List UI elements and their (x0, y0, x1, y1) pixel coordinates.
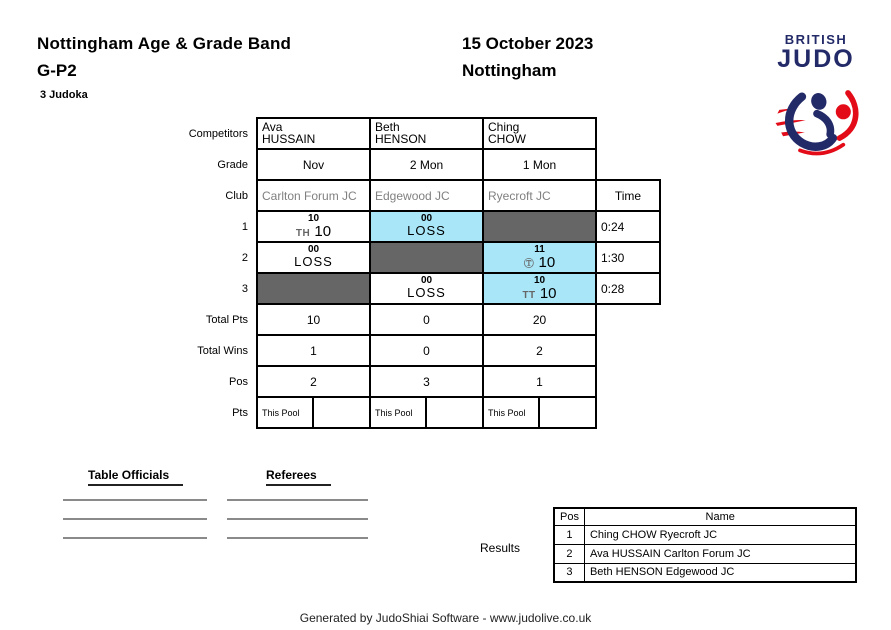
score-value: 10 (539, 285, 557, 302)
table-officials-heading: Table Officials (88, 468, 183, 486)
results-row-2 (554, 544, 856, 563)
this-pool-label: This Pool (484, 398, 540, 427)
total-pts-2: 0 (370, 304, 483, 335)
match2-cell-competitor1 (257, 242, 370, 273)
match-row-1 (145, 211, 660, 242)
match2-cell-competitor3 (483, 242, 596, 273)
competitor-name-3 (483, 118, 596, 149)
total-pts-1: 10 (257, 304, 370, 335)
club-value-3: Ryecroft JC (483, 180, 596, 211)
competitor-last: CHOW (488, 132, 526, 146)
row-label-match-1: 1 (145, 211, 257, 242)
match2-time: 1:30 (596, 242, 660, 273)
result-name: Ching CHOW Ryecroft JC (584, 525, 856, 544)
generator-credit: Generated by JudoShiai Software - www.judolive.co.uk (299, 611, 592, 625)
score-prefix: TH (295, 228, 311, 239)
event-location: Nottingham (462, 61, 557, 80)
judoka-count: 3 Judoka (40, 89, 88, 101)
match2-cell-competitor2-blocked (370, 242, 483, 273)
logo-text-british: BRITISH (784, 32, 848, 47)
referees-signature-line (227, 518, 368, 520)
empty-cell (596, 149, 660, 180)
result-pos: 3 (554, 563, 584, 582)
total-pts-row (145, 304, 660, 335)
match-row-2 (145, 242, 660, 273)
pts-blank (427, 398, 483, 427)
match1-cell-competitor2 (370, 211, 483, 242)
loss-text: LOSS (407, 223, 446, 238)
grade-value-2: 2 Mon (370, 149, 483, 180)
total-pts-3: 20 (483, 304, 596, 335)
match1-cell-competitor3-blocked (483, 211, 596, 242)
results-header-pos: Pos (554, 508, 584, 525)
match3-cell-competitor2 (370, 273, 483, 304)
competitor-name-1 (257, 118, 370, 149)
competitor-first: Ching (488, 120, 520, 134)
competitor-name-2 (370, 118, 483, 149)
results-table (553, 507, 857, 583)
pts-row (145, 397, 660, 428)
empty-cell (596, 335, 660, 366)
competitor-last: HENSON (375, 132, 427, 146)
this-pool-label: This Pool (258, 398, 314, 427)
club-value-1: Carlton Forum JC (257, 180, 370, 211)
row-label-match-3: 3 (145, 273, 257, 304)
results-header-name: Name (584, 508, 856, 525)
result-pos: 2 (554, 544, 584, 563)
score-top: 00 (420, 275, 433, 286)
score-top: 00 (420, 213, 433, 224)
event-date: 15 October 2023 (462, 34, 594, 53)
total-wins-1: 1 (257, 335, 370, 366)
score-top: 11 (534, 244, 545, 255)
total-wins-row (145, 335, 660, 366)
pos-1: 2 (257, 366, 370, 397)
match1-cell-competitor1 (257, 211, 370, 242)
referees-signature-line (227, 537, 368, 539)
referees-signature-line (227, 499, 368, 501)
row-label-pos: Pos (145, 366, 257, 397)
score-prefix: TT (522, 290, 536, 301)
row-label-club: Club (145, 180, 257, 211)
result-name: Beth HENSON Edgewood JC (584, 563, 856, 582)
score-top: 00 (307, 244, 320, 255)
score-value: 10 (314, 223, 332, 240)
row-label-pts: Pts (145, 397, 257, 428)
match-row-3 (145, 273, 660, 304)
competitors-row (145, 118, 660, 149)
total-wins-3: 2 (483, 335, 596, 366)
pts-2 (370, 397, 483, 428)
row-label-competitors: Competitors (145, 118, 257, 149)
judo-figure-icon (773, 76, 859, 156)
officials-signature-line (63, 537, 207, 539)
club-row (145, 180, 660, 211)
result-pos: 1 (554, 525, 584, 544)
logo-text-judo: JUDO (777, 45, 855, 73)
pts-3 (483, 397, 596, 428)
loss-text: LOSS (294, 254, 333, 269)
results-header-row (554, 508, 856, 525)
page-title: Nottingham Age & Grade Band (37, 34, 292, 53)
empty-cell (596, 397, 660, 428)
row-label-total-wins: Total Wins (145, 335, 257, 366)
time-column-header: Time (596, 180, 660, 211)
british-judo-logo (766, 33, 866, 161)
grade-row (145, 149, 660, 180)
results-label: Results (480, 541, 521, 555)
row-label-grade: Grade (145, 149, 257, 180)
officials-signature-line (63, 499, 207, 501)
match1-time: 0:24 (596, 211, 660, 242)
club-value-2: Edgewood JC (370, 180, 483, 211)
pts-blank (314, 398, 370, 427)
referees-heading: Referees (266, 468, 331, 486)
competitor-last: HUSSAIN (262, 132, 316, 146)
category-title: G-P2 (37, 61, 77, 80)
match3-cell-competitor3 (483, 273, 596, 304)
competitor-first: Beth (375, 120, 400, 134)
pts-1 (257, 397, 370, 428)
empty-cell (596, 366, 660, 397)
match3-cell-competitor1-blocked (257, 273, 370, 304)
results-row-3 (554, 563, 856, 582)
score-value: 10 (538, 254, 556, 271)
grade-value-1: Nov (257, 149, 370, 180)
pos-3: 1 (483, 366, 596, 397)
total-wins-2: 0 (370, 335, 483, 366)
pos-row (145, 366, 660, 397)
row-label-total-pts: Total Pts (145, 304, 257, 335)
officials-signature-line (63, 518, 207, 520)
score-top: 10 (533, 275, 546, 286)
pos-2: 3 (370, 366, 483, 397)
pts-blank (540, 398, 596, 427)
loss-text: LOSS (407, 285, 446, 300)
result-name: Ava HUSSAIN Carlton Forum JC (584, 544, 856, 563)
empty-cell (596, 304, 660, 335)
grade-value-3: 1 Mon (483, 149, 596, 180)
empty-cell (596, 118, 660, 149)
score-top: 10 (307, 213, 320, 224)
this-pool-label: This Pool (371, 398, 427, 427)
pool-table (145, 117, 661, 429)
score-prefix: Ⓣ (523, 259, 535, 270)
match3-time: 0:28 (596, 273, 660, 304)
results-row-1 (554, 525, 856, 544)
row-label-match-2: 2 (145, 242, 257, 273)
competitor-first: Ava (262, 120, 283, 134)
